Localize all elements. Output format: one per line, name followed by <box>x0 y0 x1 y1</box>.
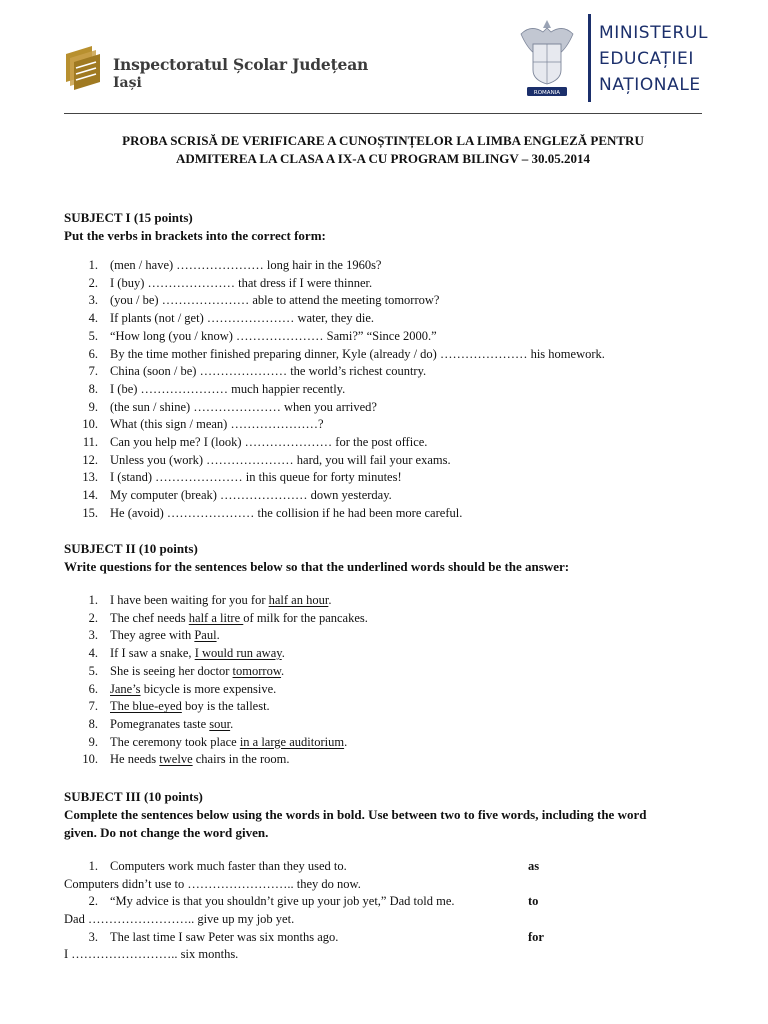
item-number: 5. <box>88 663 98 678</box>
item-sentence: Computers work much faster than they used to. <box>110 859 347 873</box>
exercise-item <box>64 381 724 399</box>
exercise-item <box>64 434 724 452</box>
item-number: 2. <box>88 894 98 909</box>
header-divider <box>64 113 702 114</box>
exercise-item <box>64 698 724 716</box>
item-number: 1. <box>88 593 98 607</box>
item-text: What (this sign / mean) …………………? <box>110 417 324 432</box>
exercise-item <box>64 469 724 487</box>
subject-3-header <box>64 788 714 842</box>
exercise-item <box>64 275 724 293</box>
isj-book-logo-icon <box>62 44 102 92</box>
transformation-item <box>64 893 724 911</box>
item-text: He (avoid) ………………… the collision if he had been more careful. <box>110 505 463 520</box>
item-underlined-answer: The blue-eyed <box>110 699 182 714</box>
item-number: 8. <box>88 381 98 396</box>
item-text: I (be) ………………… much happier recently. <box>110 381 346 396</box>
document-header <box>0 0 768 112</box>
item-text-after: . <box>230 716 234 731</box>
item-number: 13. <box>82 470 98 485</box>
item-answer-line: I …………………….. six months. <box>64 947 239 962</box>
item-text-before: Pomegranates taste <box>110 716 210 731</box>
exercise-item <box>64 627 724 645</box>
item-text: (men / have) ………………… long hair in the 1960s? <box>110 258 382 272</box>
item-text: China (soon / be) ………………… the world’s richest country. <box>110 364 427 379</box>
subject-1-heading: SUBJECT I (15 points) <box>64 210 193 225</box>
exercise-item <box>64 328 724 346</box>
item-keyword: for <box>528 929 544 944</box>
item-underlined-answer: half an hour <box>268 593 329 607</box>
inspectorate-city: Iași <box>113 75 142 91</box>
item-sentence: “My advice is that you shouldn’t give up your job yet,” Dad told me. <box>110 894 455 909</box>
item-number: 11. <box>82 435 98 450</box>
item-underlined-answer: Paul <box>194 628 217 643</box>
item-text-after: . <box>328 593 332 607</box>
title-line-2: ADMITEREA LA CLASA A IX-A CU PROGRAM BILINGV – 30.05.2014 <box>175 151 590 166</box>
transformation-item <box>64 858 724 876</box>
ministry-line-1: MINISTERUL <box>599 23 709 43</box>
document-title <box>64 132 702 168</box>
exercise-item <box>64 663 724 681</box>
item-number: 5. <box>88 328 98 343</box>
item-number: 8. <box>88 716 98 731</box>
item-number: 1. <box>88 258 98 272</box>
item-text-after: bicycle is more expensive. <box>140 681 277 696</box>
ministry-divider <box>588 14 591 102</box>
exercise-item <box>64 592 724 610</box>
item-number: 2. <box>88 610 98 625</box>
subject-2-header <box>64 540 714 576</box>
subject-1-instruction: Put the verbs in brackets into the correct form: <box>64 228 326 243</box>
subject-3-instruction-line-1: Complete the sentences below using the words in bold. Use between two to five words, including the word <box>64 807 647 822</box>
exercise-item <box>64 399 724 417</box>
coat-banner-text: ROMANIA <box>533 90 561 96</box>
item-text-after: boy is the tallest. <box>181 699 270 714</box>
item-keyword: as <box>528 859 540 873</box>
subject-3-list <box>64 858 724 964</box>
item-underlined-answer: I would run away <box>194 646 282 661</box>
exercise-item <box>64 505 724 523</box>
item-sentence: The last time I saw Peter was six months ago. <box>110 929 339 944</box>
item-text-before: The chef needs <box>110 610 189 625</box>
item-text: (the sun / shine) ………………… when you arrived? <box>110 399 377 414</box>
item-number: 10. <box>82 752 98 767</box>
item-text-before: If I saw a snake, <box>110 646 195 661</box>
item-text-after: . <box>344 734 348 749</box>
subject-2-list <box>64 592 724 769</box>
item-number: 2. <box>88 275 98 290</box>
item-underlined-answer: Jane’s <box>110 681 141 696</box>
subject-1-list <box>64 257 724 523</box>
item-number: 7. <box>88 364 98 379</box>
subject-1-header <box>64 209 714 245</box>
exercise-item <box>64 257 724 275</box>
item-text-after: . <box>281 646 285 661</box>
subject-2-heading: SUBJECT II (10 points) <box>64 541 198 556</box>
exercise-item <box>64 716 724 734</box>
item-text: If plants (not / get) ………………… water, they die. <box>110 311 375 326</box>
inspectorate-name: Inspectoratul Școlar Județean <box>113 55 369 74</box>
item-answer-line: Computers didn’t use to …………………….. they do now. <box>64 876 361 891</box>
item-number: 9. <box>88 399 98 414</box>
item-text-before: They agree with <box>110 628 195 643</box>
item-keyword: to <box>528 894 539 909</box>
item-underlined-answer: tomorrow <box>232 663 282 678</box>
romania-coat-of-arms-icon <box>515 14 579 102</box>
ministry-line-2: EDUCAȚIEI <box>599 49 695 69</box>
item-text-before: He needs <box>110 752 160 767</box>
exercise-item <box>64 292 724 310</box>
exercise-item <box>64 751 724 769</box>
item-number: 14. <box>82 488 98 503</box>
ministry-line-3: NAȚIONALE <box>599 75 701 95</box>
exercise-item <box>64 610 724 628</box>
item-text: Unless you (work) ………………… hard, you will fail your exams. <box>110 452 451 467</box>
item-number: 4. <box>88 646 98 661</box>
exercise-item <box>64 487 724 505</box>
exercise-item <box>64 681 724 699</box>
exercise-item <box>64 363 724 381</box>
item-underlined-answer: in a large auditorium <box>239 734 345 749</box>
item-answer-line: Dad …………………….. give up my job yet. <box>64 912 295 927</box>
item-text-before: She is seeing her doctor <box>110 663 233 678</box>
transformation-item <box>64 929 724 947</box>
item-text-after: . <box>216 628 220 643</box>
item-number: 4. <box>88 311 98 326</box>
item-text: I (buy) ………………… that dress if I were thinner. <box>110 275 373 290</box>
item-text-after: chairs in the room. <box>192 752 290 767</box>
item-number: 6. <box>88 346 98 361</box>
item-number: 3. <box>88 293 98 308</box>
subject-2-instruction: Write questions for the sentences below so that the underlined words should be the answer: <box>64 559 570 574</box>
item-number: 1. <box>88 859 98 873</box>
exercise-item <box>64 310 724 328</box>
item-text-after: of milk for the pancakes. <box>243 610 368 625</box>
item-text-after: . <box>281 663 285 678</box>
item-text: By the time mother finished preparing dinner, Kyle (already / do) ………………… his homework. <box>110 346 605 361</box>
item-underlined-answer: sour <box>209 716 231 731</box>
item-text-before: I have been waiting for you for <box>110 593 269 607</box>
subject-3-heading: SUBJECT III (10 points) <box>64 789 203 804</box>
exercise-item <box>64 346 724 364</box>
item-number: 10. <box>82 417 98 432</box>
item-text: (you / be) ………………… able to attend the meeting tomorrow? <box>110 293 440 308</box>
exercise-item <box>64 452 724 470</box>
item-underlined-answer: twelve <box>159 752 193 767</box>
item-number: 9. <box>88 734 98 749</box>
item-text: I (stand) ………………… in this queue for forty minutes! <box>110 470 402 485</box>
item-number: 3. <box>88 929 98 944</box>
item-number: 15. <box>82 505 98 520</box>
item-number: 7. <box>88 699 98 714</box>
item-number: 3. <box>88 628 98 643</box>
subject-3-instruction-line-2: given. Do not change the word given. <box>64 825 269 840</box>
title-line-1: PROBA SCRISĂ DE VERIFICARE A CUNOȘTINȚELOR LA LIMBA ENGLEZĂ PENTRU <box>122 133 644 148</box>
ministry-name <box>599 20 708 98</box>
item-text: My computer (break) ………………… down yesterday. <box>110 488 392 503</box>
item-number: 12. <box>82 452 98 467</box>
item-underlined-answer: half a litre <box>188 610 244 625</box>
exercise-item <box>64 416 724 434</box>
item-text: “How long (you / know) ………………… Sami?” “Since 2000.” <box>110 328 437 343</box>
item-text-before: The ceremony took place <box>110 734 240 749</box>
item-text: Can you help me? I (look) ………………… for the post office. <box>110 435 428 450</box>
exercise-item <box>64 645 724 663</box>
item-number: 6. <box>88 681 98 696</box>
exercise-item <box>64 734 724 752</box>
